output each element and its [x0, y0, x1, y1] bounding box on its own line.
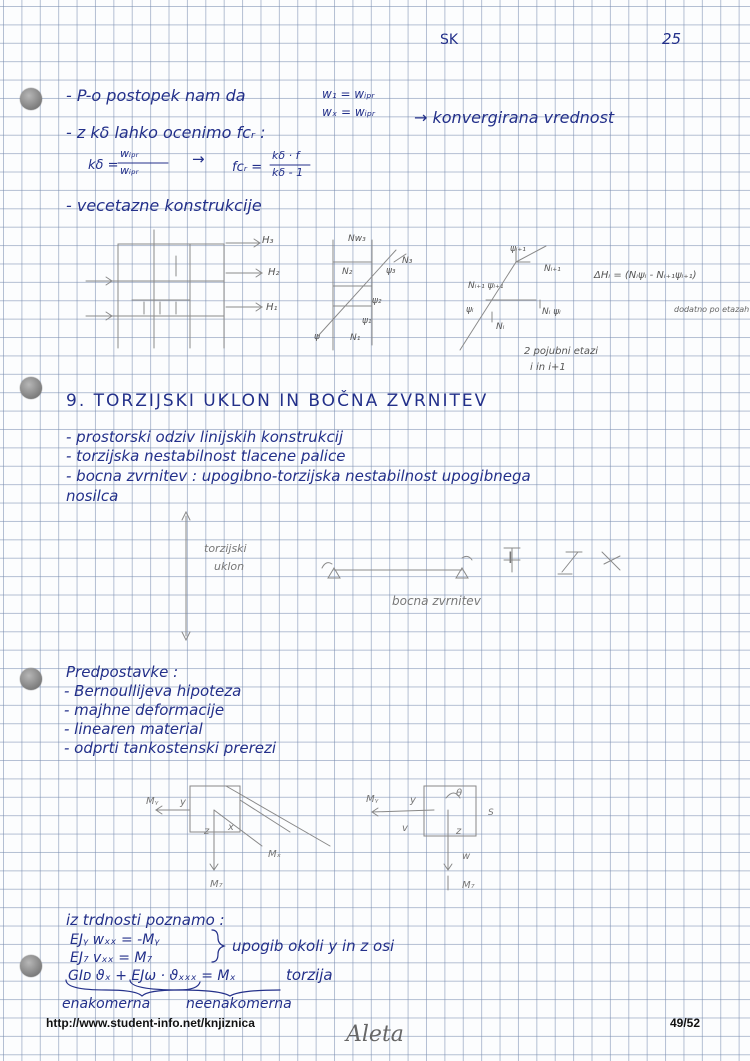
label-psi: ψ — [314, 332, 320, 342]
text-multistorey: - vecetazne konstrukcije — [66, 196, 262, 215]
note-additional: dodatno po etazah — [674, 305, 750, 314]
assumption-item-3: - linearen material — [64, 720, 203, 738]
coordinate-sketch-2 — [372, 786, 476, 890]
label-n2: N₂ — [342, 267, 353, 277]
fig1-label-z: z — [204, 826, 210, 837]
formula-fcr-lhs: fᴄᵣ = — [232, 160, 263, 175]
equation-bending-y: EJᵧ wₓₓ = -Mᵧ — [70, 932, 160, 948]
torsion-item-3: - bocna zvrnitev : upogibno-torzijska nestabilnost upogibnega — [66, 467, 531, 485]
header-page-number: 25 — [662, 30, 682, 48]
formula-k-delta-num: wᵢₚᵣ — [120, 147, 139, 160]
label-psi1: ψ₁ — [362, 316, 372, 326]
label-lateral-torsional: bocna zvrnitev — [392, 594, 481, 608]
label-psi2: ψ₂ — [372, 296, 382, 306]
footer-url: http://www.student-info.net/knjiznica — [46, 1016, 255, 1030]
equations-intro: iz trdnosti poznamo : — [66, 911, 225, 929]
text-w1-eq: w₁ = wᵢₚᵣ — [322, 87, 375, 101]
node-force-sketch — [460, 246, 546, 350]
formula-fraction-lines — [118, 163, 310, 165]
label-ni-psii: Nᵢ ψᵢ — [542, 307, 561, 317]
text-k-delta-estimate: - z kδ lahko ocenimo fᴄᵣ : — [66, 123, 266, 142]
equation-uniform: enakomerna — [62, 996, 151, 1012]
label-n1: N₁ — [350, 333, 361, 343]
label-ni1-top: ψᵢ₊₁ — [510, 244, 526, 254]
label-ni1-psi1: Nᵢ₊₁ ψᵢ₊₁ — [468, 281, 504, 291]
equation-bending-z: EJ₇ vₓₓ = M₇ — [70, 950, 153, 966]
label-ni: Nᵢ — [496, 322, 505, 332]
fig1-label-y: y — [180, 797, 186, 808]
formula-fcr-num: kδ · f — [272, 149, 300, 162]
label-torsional-buckling: torzijski — [204, 542, 247, 555]
text-converged-value: → konvergirana vrednost — [414, 108, 615, 127]
column-stack-sketch — [318, 240, 406, 350]
label-psii: ψᵢ — [466, 305, 474, 315]
storey-arrowheads — [106, 239, 262, 320]
equation-nonuniform: neenakomerna — [186, 996, 292, 1012]
label-h3: H₃ — [262, 235, 274, 246]
assumption-item-4: - odprti tankostenski prerezi — [64, 739, 277, 757]
label-psi3: ψ₃ — [386, 266, 396, 276]
label-ni-plus1: Nᵢ₊₁ — [544, 264, 561, 274]
formula-arrow: → — [192, 150, 205, 168]
torsion-item-2: - torzijska nestabilnost tlacene palice — [66, 447, 346, 465]
fig1-label-my: Mᵧ — [146, 796, 159, 807]
footer-signature: Aleta — [346, 1022, 404, 1047]
label-n3: N₃ — [402, 256, 413, 266]
label-nw3: Nᴡ₃ — [348, 234, 366, 244]
fig2-label-my: Mᵧ — [366, 794, 379, 805]
label-torsional-buckling-2: uklon — [214, 560, 245, 573]
fig1-label-mz: M₇ — [210, 879, 223, 890]
footer-page: 49/52 — [670, 1016, 701, 1030]
section-heading-torsion: 9. TORZIJSKI UKLON IN BOČNA ZVRNITEV — [66, 391, 489, 411]
fig2-label-y: y — [410, 795, 416, 806]
i-beam-glyph: I — [508, 548, 513, 567]
equation-torsion: GIᴅ ϑₓ + EJω · ϑₓₓₓ = Mₓ — [68, 968, 236, 984]
equation-torsion-note: torzija — [286, 966, 333, 984]
fig2-label-s: S — [488, 808, 494, 818]
formula-delta-h: ΔHᵢ = (Nᵢψᵢ - Nᵢ₊₁ψᵢ₊₁) — [594, 270, 697, 281]
note-i-and-i1: i in i+1 — [530, 362, 566, 373]
fig2-label-w: w — [462, 851, 471, 862]
storey-frame-sketch — [86, 230, 262, 348]
fig2-label-v: v — [402, 823, 408, 834]
label-h1: H₁ — [266, 302, 278, 313]
fig2-label-theta: θ — [456, 788, 463, 799]
label-h2: H₂ — [268, 267, 280, 278]
fig1-label-x: x — [228, 822, 234, 833]
text-wn-eq: wₓ = wᵢₚᵣ — [322, 105, 376, 119]
fig2-label-mz: M₇ — [462, 880, 475, 891]
formula-k-delta-lhs: kδ = — [88, 158, 119, 173]
coordinate-sketch-1 — [156, 786, 330, 870]
torsion-item-1: - prostorski odziv linijskih konstrukcij — [66, 428, 344, 446]
formula-k-delta-den: wᵢₚᵣ — [120, 164, 139, 177]
formula-fcr-den: kδ - 1 — [272, 166, 304, 179]
fig1-label-mx: Mₓ — [268, 849, 282, 860]
torsional-buckling-sketch — [182, 512, 620, 640]
assumptions-title: Predpostavke : — [66, 663, 179, 681]
fig2-label-z: z — [456, 826, 462, 837]
text-p-delta-line: - P-o postopek nam da — [66, 86, 246, 105]
equation-brace-note: upogib okoli y in z osi — [232, 937, 395, 955]
assumption-item-2: - majhne deformacije — [64, 701, 225, 719]
assumption-item-1: - Bernoullijeva hipoteza — [64, 682, 242, 700]
note-two-storeys: 2 pojubni etazi — [524, 346, 598, 357]
torsion-item-4: nosilca — [66, 487, 119, 505]
equation-brace — [66, 930, 280, 996]
header-initials: SK — [440, 32, 459, 48]
